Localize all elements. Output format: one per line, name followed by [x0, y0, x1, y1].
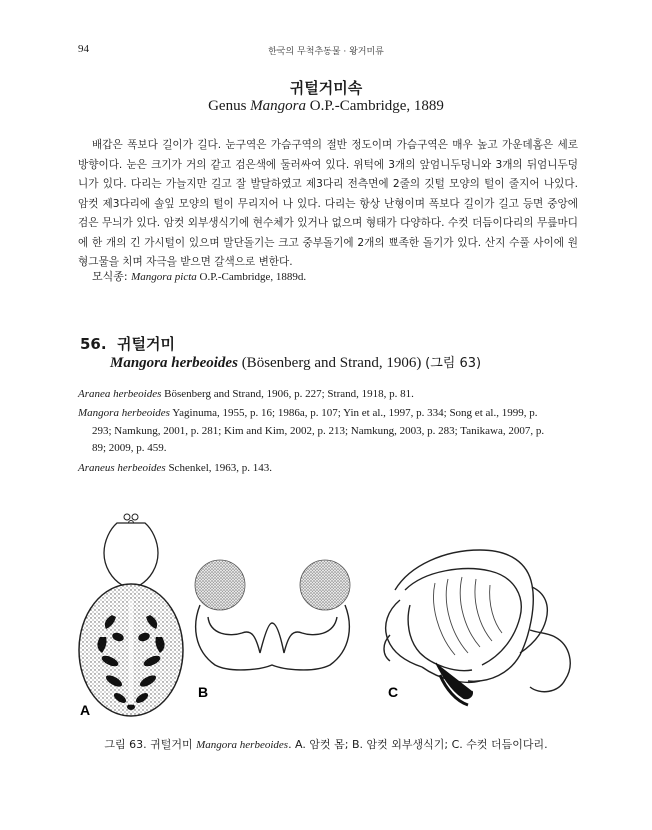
- caption-prefix: 그림 63. 귀털거미: [104, 738, 197, 751]
- caption-species: Mangora herbeoides: [196, 739, 289, 751]
- species-number: 56.: [80, 335, 107, 353]
- synonym-refs-continued: 89; 2009, p. 459.: [92, 442, 167, 454]
- species-author: (Bösenberg and Strand, 1906): [237, 355, 426, 371]
- species-scientific-name: Mangora herbeoides: [110, 355, 238, 371]
- synonym-refs: Schenkel, 1963, p. 143.: [165, 462, 273, 474]
- type-species: [92, 268, 306, 284]
- figure-c-male-palp: [384, 550, 570, 705]
- figure-caption: [0, 736, 652, 752]
- figure-label-c: C: [388, 684, 399, 700]
- synonym-name: Mangora herbeoides: [78, 407, 170, 419]
- genus-author: O.P.-Cambridge, 1889: [306, 98, 444, 114]
- species-scientific-line: [110, 352, 481, 372]
- type-species-author: O.P.-Cambridge, 1889d.: [196, 271, 307, 283]
- species-korean-name: 귀털거미: [117, 335, 175, 353]
- figure-label-b: B: [198, 684, 209, 700]
- species-heading: [80, 333, 175, 354]
- page-number: 94: [78, 43, 89, 55]
- figure-label-a: A: [80, 702, 91, 718]
- synonym-entry: [78, 460, 578, 478]
- figure-a-female-body: [79, 514, 183, 716]
- synonym-refs-continued: 293; Namkung, 2001, p. 281; Kim and Kim, 2002, p. 213; Namkung, 2003, p. 283; Tanikawa, 2007, p.: [92, 424, 545, 437]
- figure-63: [70, 505, 590, 725]
- caption-suffix: . A. 암컷 몸; B. 암컷 외부생식기; C. 수컷 더듬이다리.: [288, 738, 548, 751]
- synonym-entry: [78, 386, 578, 404]
- type-species-name: Mangora picta: [131, 271, 197, 283]
- synonym-refs: Bösenberg and Strand, 1906, p. 227; Strand, 1918, p. 81.: [161, 388, 414, 400]
- genus-name: Mangora: [250, 98, 306, 114]
- type-species-label: 모식종:: [92, 270, 132, 283]
- synonym-name: Araneus herbeoides: [78, 462, 166, 474]
- genus-description: 배갑은 폭보다 길이가 길다. 눈구역은 가슴구역의 절반 정도이며 가슴구역은 매우 높고 가운데홈은 세로 방향이다. 눈은 크기가 거의 같고 검은색에 둘러싸여 있다. 위턱에 3개의 앞엄니두덩니와 3개의 뒤엄니두덩니가 있다. 다리는 가늘지만 길고 잘 발달하였고 제3다리 전측면에 2줄의 깃털 모양의 털이 줄지어 나있다. 암컷 제3다리에 솔잎 모양의 털이 무리지어 나 있다. 다리는 항상 난형이며 폭보다 길이가 길고 등면 중앙에 검은 무늬가 있다. 암컷 외부생식기에 현수체가 있거나 없으며 형태가 다양하다. 수컷 더듬이다리의 무릎마디에 한 개의 긴 가시털이 있으며 말단돌기는 크고 중부돌기에 2개의 뾰족한 돌기가 있다. 산지 수풀 사이에 원형그물을 치며 자극을 받으면 갈색으로 변한다.: [78, 139, 578, 268]
- synonym-refs: Yaginuma, 1955, p. 16; 1986a, p. 107; Yin et al., 1997, p. 334; Song et al., 1999, p.: [169, 407, 538, 419]
- genus-prefix: Genus: [208, 98, 251, 114]
- genus-title-english: [0, 98, 652, 115]
- running-header: 한국의 무척추동물 · 왕거미류: [268, 47, 384, 57]
- species-figure-ref: (그림 63): [425, 356, 482, 371]
- genus-title-korean: 귀털거미속: [289, 79, 363, 97]
- figure-b-epigyne: [195, 560, 350, 670]
- synonym-entry: [78, 405, 578, 458]
- synonym-name: Aranea herbeoides: [78, 388, 162, 400]
- figure-illustrations: [70, 505, 590, 725]
